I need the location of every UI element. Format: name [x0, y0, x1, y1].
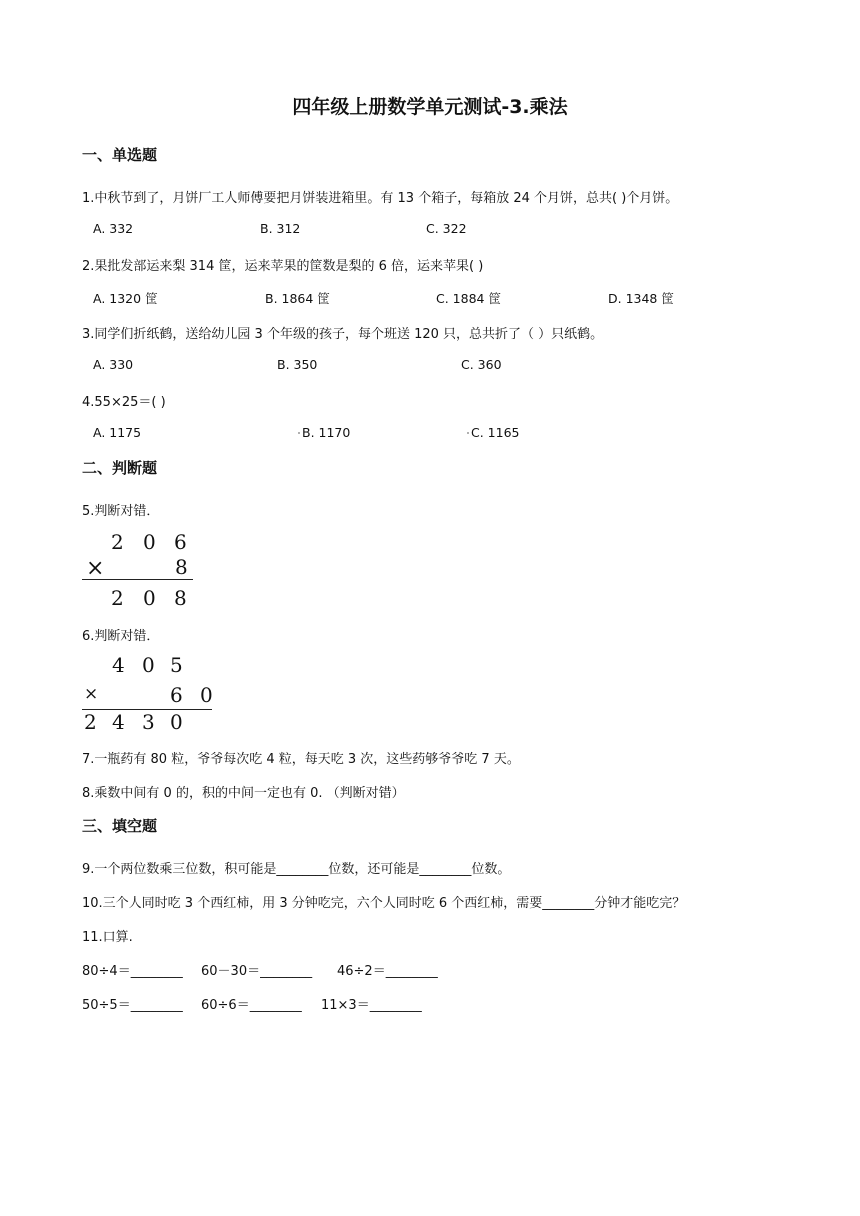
digit: 4 — [112, 653, 125, 677]
digit: 3 — [142, 710, 155, 734]
question-2: 2.果批发部运来梨 314 筐，运来苹果的筐数是梨的 6 倍，运来苹果( ) — [82, 259, 484, 274]
digit: 8 — [174, 586, 187, 610]
question-1: 1.中秋节到了，月饼厂工人师傅要把月饼装进箱里。有 13 个箱子，每箱放 24 个月饼，总共( )个月饼。 — [82, 191, 679, 206]
q3-option-c[interactable]: C. 360 — [461, 357, 502, 372]
digit: 2 — [111, 586, 124, 610]
multiply-sign: × — [84, 684, 99, 704]
q1-option-b[interactable]: B. 312 — [260, 221, 301, 236]
question-9: 9.一个两位数乘三位数，积可能是________位数，还可能是________位数。 — [82, 862, 511, 877]
multiply-sign: × — [86, 556, 105, 581]
question-10: 10.三个人同时吃 3 个西红柿，用 3 分钟吃完，六个人同时吃 6 个西红柿，需要________分钟才能吃完？ — [82, 896, 686, 911]
q4-option-b[interactable]: B. 1170 — [302, 425, 351, 440]
section-heading-fill-blank: 三、填空题 — [82, 817, 158, 835]
digit: 5 — [170, 653, 183, 677]
q3-option-b[interactable]: B. 350 — [277, 357, 318, 372]
digit: 8 — [175, 555, 188, 579]
digit: 6 — [170, 683, 183, 707]
question-4: 4.55×25＝( ) — [82, 395, 166, 410]
question-11: 11.口算. — [82, 930, 133, 945]
digit: 0 — [170, 710, 183, 734]
q6-multiplication — [82, 652, 214, 734]
q2-option-d[interactable]: D. 1348 筐 — [608, 291, 674, 306]
q5-product-line — [82, 579, 193, 580]
digit: 6 — [174, 530, 187, 554]
q4-option-a[interactable]: A. 1175 — [93, 425, 142, 440]
q11-item: 50÷5＝________ — [82, 998, 183, 1013]
digit: 2 — [111, 530, 124, 554]
q11-item: 11×3＝________ — [321, 998, 422, 1013]
page-title: 四年级上册数学单元测试-3.乘法 — [292, 96, 568, 118]
decorative-dot — [298, 432, 300, 434]
q2-option-c[interactable]: C. 1884 筐 — [436, 291, 501, 306]
question-7: 7.一瓶药有 80 粒，爷爷每次吃 4 粒，每天吃 3 次，这些药够爷爷吃 7 天。 — [82, 752, 520, 767]
question-3: 3.同学们折纸鹤，送给幼儿园 3 个年级的孩子，每个班送 120 只，总共折了（ ）只纸鹤。 — [82, 327, 604, 342]
q6-product-line — [82, 709, 212, 710]
question-5: 5.判断对错． — [82, 504, 160, 519]
q4-option-c[interactable]: C. 1165 — [471, 425, 520, 440]
digit: 0 — [142, 653, 155, 677]
question-8: 8.乘数中间有 0 的，积的中间一定也有 0. （判断对错） — [82, 786, 405, 801]
q1-option-a[interactable]: A. 332 — [93, 221, 134, 236]
q11-item: 60÷6＝________ — [201, 998, 302, 1013]
q3-option-a[interactable]: A. 330 — [93, 357, 134, 372]
decorative-dot — [467, 432, 469, 434]
digit: 0 — [143, 586, 156, 610]
digit: 2 — [84, 710, 97, 734]
q11-item: 80÷4＝________ — [82, 964, 183, 979]
section-heading-single-choice: 一、单选题 — [82, 146, 158, 164]
q11-item: 60－30＝________ — [201, 964, 313, 979]
digit: 4 — [112, 710, 125, 734]
q2-option-a[interactable]: A. 1320 筐 — [93, 291, 158, 306]
q2-option-b[interactable]: B. 1864 筐 — [265, 291, 330, 306]
digit: 0 — [143, 530, 156, 554]
q1-option-c[interactable]: C. 322 — [426, 221, 467, 236]
q11-item: 46÷2＝________ — [337, 964, 438, 979]
q5-multiplication — [82, 528, 194, 610]
digit: 0 — [200, 683, 213, 707]
section-heading-true-false: 二、判断题 — [82, 459, 158, 477]
question-6: 6.判断对错． — [82, 629, 160, 644]
